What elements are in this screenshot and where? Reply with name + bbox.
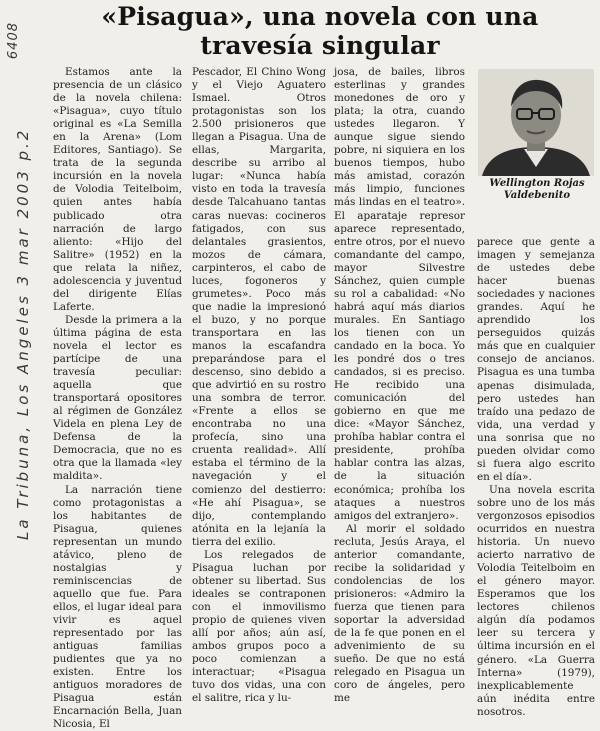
article-column-4 <box>477 236 595 719</box>
article-column-2 <box>192 66 326 705</box>
paragraph: La narración tiene como protagonistas a los habitantes de Pisagua, quienes representan un mundo atávico, pleno de nostalgias y reminiscencias de aquello que fue. Para ellos, el lugar ideal para vivir es aquel representado por las antiguas familias pudientes que ya no existen. Entre los antiguos moradores de Pisagua están Encarnación Bella, Juan Nicosia, El <box>53 484 182 731</box>
paragraph: Estamos ante la presencia de un clásico de la novela chilena: «Pisagua», cuyo título original es «La Semilla en la Arena» (Lom Editores, Santiago). Se trata de la segunda incursión en la novela de Volodia Teitelboim, quien antes había publicado otra narración de largo aliento: «Hijo del Salitre» (1952) en la que relata la niñez, adolescencia y juventud del dirigente Elías Laferte. <box>53 66 182 314</box>
paragraph: josa, de bailes, libros esterlinas y grandes monedones de oro y plata; la otra, cuando ustedes llegaron. Y aunque sigue siendo pobre, ni siquiera en los buenos tiempos, hubo más amistad, corazón más limpio, funciones más lindas en el teatro». El aparataje represor aparece representado, entre otros, por el nuevo comandante del campo, mayor Silvestre Sánchez, quien cumple su rol a cabalidad: «No habrá aquí más diarios murales. En Santiago los tienen con un candado en la boca. Yo les pondré dos o tres candados, si es preciso. He recibido una comunicación del gobierno en que me dice: «Mayor Sánchez, prohíba hablar contra el presidente, prohíba hablar contra las alzas, de la situación económica; prohíba los ataques a nuestros amigos del extranjero». <box>334 66 465 523</box>
paragraph: parece que gente a imagen y semejanza de ustedes debe hacer buenas sociedades y naciones grandes. Aquí he aprendido los perseguidos quizás más que en cualquier consejo de ancianos. Pisagua es una tumba apenas disimulada, pero ustedes han traído una pedazo de vida, una verdad y una sonrisa que no pueden olvidar como si fuera algo escrito en el día». <box>477 236 595 484</box>
paragraph: Los relegados de Pisagua luchan por obtener su libertad. Sus ideales se contraponen con el inmovilismo propio de quienes viven allí por años; aún así, ambos grupos poco a poco comienzan a interactuar; «Pisagua tuvo dos vidas, una con el salitre, rica y lu- <box>192 549 326 706</box>
paragraph: Pescador, El Chino Wong y el Viejo Aguatero Ismael. Otros protagonistas son los 2.500 prisioneros que llegan a Pisagua. Una de ellas, Margarita, describe su arribo al lugar: «Nunca había visto en toda la travesía desde Talcahuano tantas caras nuevas: cocineros fatigados, con sus delantales grasientos, mozos de cámara, carpinteros, el cabo de luces, fogoneros y grumetes». Poco más que nadie la impresionó el buzo, y no porque transportara en las manos la escafandra preparándose para el descenso, sino debido a que advirtió en su rostro una sombra de terror. «Frente a ellos se encontraba no una profecía, sino una cruenta realidad». Allí estaba el término de la navegación y el comienzo del destierro: «He ahí Pisagua», se dijo, contemplando atónita en la lejanía la tierra del exilio. <box>192 66 326 549</box>
paragraph: Al morir el soldado recluta, Jesús Araya, el anterior comandante, recibe la solidaridad y condolencias de los prisioneros: «Admiro la fuerza que tienen para soportar la adversidad de la fe que ponen en el advenimiento de su sueño. De que no está relegado en Pisagua un coro de ángeles, pero me <box>334 523 465 706</box>
caption-name: Wellington Rojas <box>478 178 596 190</box>
author-portrait-photo <box>478 69 594 176</box>
article-column-1 <box>53 66 182 731</box>
handwritten-archive-code: 6408 <box>6 22 21 59</box>
portrait-image <box>478 69 594 176</box>
paragraph: Una novela escrita sobre uno de los más vergonzosos episodios ocurridos en nuestra historia. Un nuevo acierto narrativo de Volodia Teitelboim en el género mayor. Esperamos que los lectores chilenos algún día podamos leer su tercera y última incursión en el género. «La Guerra Interna» (1979), inexplicablemente aún inédita entre nosotros. <box>477 484 595 719</box>
article-column-3 <box>334 66 465 705</box>
handwritten-source-note: La Tribuna, Los Angeles 3 mar 2003 p.2 <box>14 70 32 540</box>
photo-caption <box>478 178 596 202</box>
caption-surname: Valdebenito <box>478 190 596 202</box>
paragraph: Desde la primera a la última página de esta novela el lector es partícipe de una travesía peculiar: aquella que transportará opositores al régimen de González Videla en plena Ley de Defensa de la Democracia, que no es otra que la llamada «ley maldita». <box>53 314 182 484</box>
article-headline: «Pisagua», una novela con una travesía singular <box>100 2 540 60</box>
